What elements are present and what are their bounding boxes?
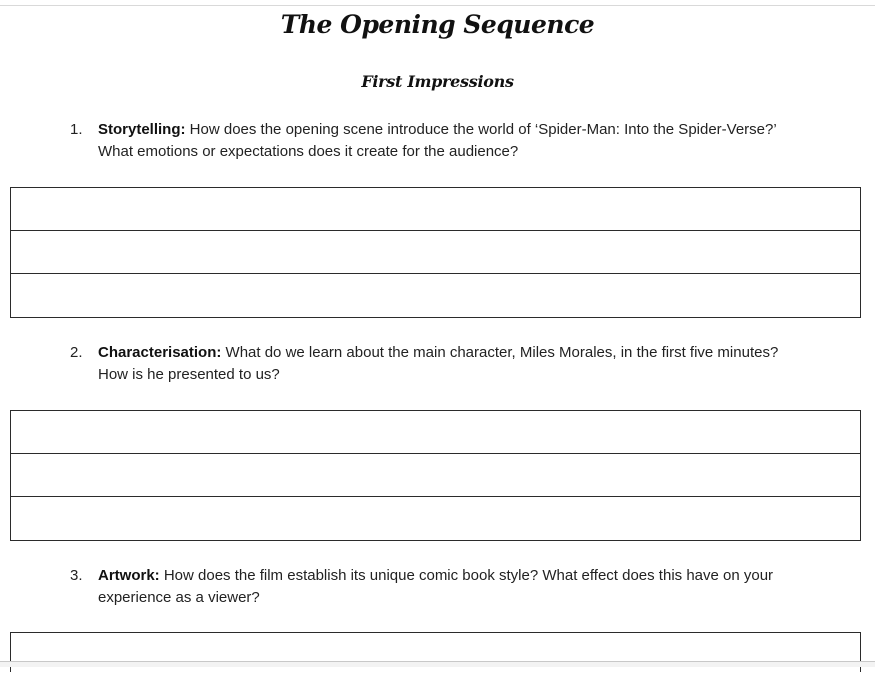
answer-line[interactable] [11, 633, 860, 676]
page-title: The Opening Sequence [280, 10, 595, 39]
answer-line[interactable] [11, 231, 860, 274]
answer-line[interactable] [11, 411, 860, 454]
question-3-body [98, 565, 810, 609]
page-top-edge [0, 5, 875, 6]
answer-line[interactable] [11, 274, 860, 317]
question-2-label: Characterisation: [98, 344, 222, 361]
answer-box-1 [10, 187, 861, 318]
answer-line[interactable] [11, 497, 860, 540]
question-2-body [98, 342, 810, 386]
question-1-number: 1. [70, 121, 83, 138]
answer-box-2 [10, 410, 861, 541]
question-1 [70, 119, 810, 163]
question-1-label: Storytelling: [98, 121, 186, 138]
question-1-body [98, 119, 810, 163]
answer-line[interactable] [11, 454, 860, 497]
question-3-number: 3. [70, 567, 83, 584]
question-3-text: How does the film establish its unique comic book style? What effect does this have on your experience as a viewer? [98, 567, 774, 606]
question-2 [70, 342, 810, 386]
question-3 [70, 565, 810, 609]
question-3-label: Artwork: [98, 567, 160, 584]
question-2-text: What do we learn about the main character, Miles Morales, in the first five minutes? How is he presented to us? [98, 344, 779, 383]
viewport-bottom-band [0, 662, 875, 667]
question-1-text: How does the opening scene introduce the world of ‘Spider-Man: Into the Spider-Verse?’ What emotions or expectations does it create for the audience? [98, 121, 777, 160]
page-subtitle: First Impressions [361, 72, 514, 91]
answer-line[interactable] [11, 188, 860, 231]
question-2-number: 2. [70, 344, 83, 361]
